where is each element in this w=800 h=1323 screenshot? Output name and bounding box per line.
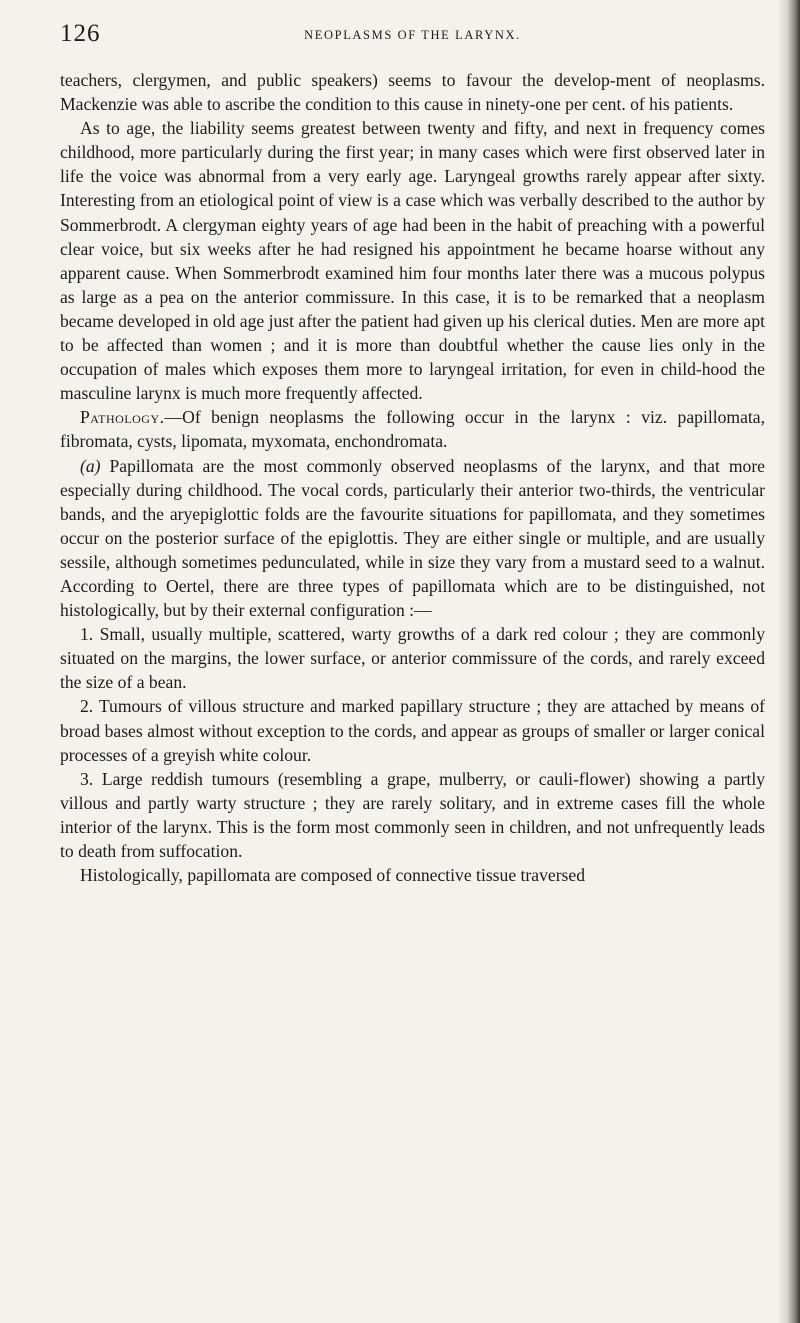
paragraph-continued: teachers, clergymen, and public speakers) seems to favour the develop-ment of neoplasms. Mackenzie was able to ascribe the condition to this cause in ninety-one per cent. of his patients. bbox=[60, 70, 765, 115]
body-text bbox=[60, 68, 765, 887]
papillomata-text: Papillomata are the most commonly observed neoplasms of the larynx, and that more especially during childhood. The vocal cords, particularly their anterior two-thirds, the ventricular bands, and the aryepiglottic folds are the favourite situations for papillomata, and they sometimes occur on the posterior surface of the epiglottis. They are either single or multiple, and are usually sessile, although sometimes pedunculated, while in size they vary from a mustard seed to a walnut. According to Oertel, there are three types of papillomata which are to be distinguished, not histologically, but by their external configuration :— bbox=[60, 455, 765, 621]
paragraph-papillomata bbox=[60, 454, 765, 623]
type-item-2: 2. Tumours of villous structure and marked papillary structure ; they are attached by means of broad bases almost without exception to the cords, and appear as groups of smaller or larger conical processes of a greyish white colour. bbox=[60, 696, 765, 765]
paragraph-histology: Histologically, papillomata are composed of connective tissue traversed bbox=[80, 865, 586, 886]
page-binding-edge bbox=[778, 0, 800, 1323]
papillomata-marker: (a) bbox=[80, 455, 101, 476]
running-head: NEOPLASMS OF THE LARYNX. bbox=[304, 28, 521, 42]
page-number: 126 bbox=[60, 20, 101, 47]
pathology-text: —Of benign neoplasms the following occur in the larynx : viz. papillomata, fibromata, cysts, lipomata, myxomata, enchondromata. bbox=[60, 407, 765, 452]
type-item-1: 1. Small, usually multiple, scattered, warty growths of a dark red colour ; they are commonly situated on the margins, the lower surface, or anterior commissure of the cords, and rarely exceed the size of a bean. bbox=[60, 624, 765, 693]
paragraph-age: As to age, the liability seems greatest between twenty and fifty, and next in frequency comes childhood, more particularly during the first year; in many cases which were first observed later in life the voice was abnormal from a very early age. Laryngeal growths rarely appear after sixty. Interesting from an etiological point of view is a case which was verbally described to the author by Sommerbrodt. A clergyman eighty years of age had been in the habit of preaching with a powerful clear voice, but six weeks after he had resigned his appointment he became hoarse without any apparent cause. When Sommerbrodt examined him four months later there was a mucous polypus as large as a pea on the anterior commissure. In this case, it is to be remarked that a neoplasm became developed in old age just after the patient had given up his clerical duties. Men are more apt to be affected than women ; and it is more than doubtful whether the cause lies only in the occupation of males which exposes them more to laryngeal irritation, for even in child-hood the masculine larynx is much more frequently affected. bbox=[60, 118, 765, 404]
pathology-heading: Pathology. bbox=[80, 407, 165, 428]
paragraph-pathology bbox=[60, 405, 765, 453]
page-header bbox=[60, 18, 765, 58]
book-page bbox=[60, 18, 765, 887]
type-item-3: 3. Large reddish tumours (resembling a grape, mulberry, or cauli-flower) showing a partly villous and partly warty structure ; they are rarely solitary, and in extreme cases fill the whole interior of the larynx. This is the form most commonly seen in children, and not unfrequently leads to death from suffocation. bbox=[60, 768, 765, 861]
